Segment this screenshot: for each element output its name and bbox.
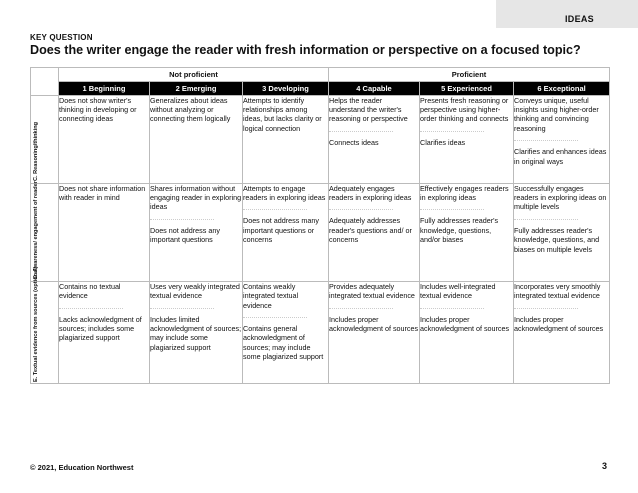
- row-label: E. Textual evidence from sources (optional): [33, 265, 39, 382]
- page-title: Does the writer engage the reader with fresh information or perspective on a focused topic?: [30, 43, 581, 57]
- rubric-table: [30, 67, 610, 384]
- rubric-cell: [329, 183, 420, 281]
- descriptor-divider: [59, 308, 123, 309]
- descriptor-text: Contains no textual evidence: [59, 281, 121, 301]
- group-proficient: Proficient: [329, 68, 610, 82]
- descriptor-text-secondary: Connects ideas: [329, 137, 379, 147]
- descriptor-text: Presents fresh reasoning or perspective using higher-order thinking and connects: [420, 95, 509, 124]
- descriptor-divider: [329, 308, 393, 309]
- descriptor-text: Helps the reader understand the writer's reasoning or perspective: [329, 95, 408, 124]
- descriptor-text-secondary: Does not address any important questions: [150, 225, 220, 245]
- section-tab: [496, 0, 638, 28]
- section-tab-label: IDEAS: [564, 14, 594, 24]
- descriptor-text-secondary: Adequately addresses reader's questions and/ or concerns: [329, 216, 412, 245]
- descriptor-divider: [329, 131, 393, 132]
- descriptor-text: Incorporates very smoothly integrated textual evidence: [514, 281, 601, 301]
- rubric-cell: [514, 281, 610, 383]
- descriptor-text: Conveys unique, useful insights using higher-order thinking and convincing reasoning: [514, 95, 599, 133]
- descriptor-text-secondary: Includes proper acknowledgment of sources: [514, 314, 604, 333]
- descriptor-text-secondary: Contains general acknowledgment of sources; may include some plagiarized support: [243, 323, 324, 362]
- descriptor-divider: [420, 308, 484, 309]
- descriptor-text-secondary: Includes limited acknowledgment of sources; may include some plagiarized support: [150, 314, 242, 352]
- rubric-row: [31, 281, 610, 383]
- descriptor-text: Attempts to engage readers in exploring ideas: [243, 183, 326, 202]
- row-label-cell: [31, 95, 59, 183]
- descriptor-text-secondary: Includes proper acknowledgment of sources: [329, 314, 419, 333]
- descriptor-text: Provides adequately integrated textual evidence: [329, 281, 415, 301]
- descriptor-text: Attempts to identify relationships among ideas, but lacks clarity or logical connection: [243, 95, 322, 133]
- rubric-cell: [420, 183, 514, 281]
- rubric-cell: [420, 95, 514, 183]
- rubric-cell: [243, 183, 329, 281]
- footer-copyright: © 2021, Education Northwest: [30, 463, 134, 472]
- descriptor-divider: [514, 308, 578, 309]
- descriptor-text: Adequately engages readers in exploring ideas: [329, 183, 412, 202]
- descriptor-text: Generalizes about ideas without analyzing or connecting them logically: [150, 95, 231, 124]
- group-header-row: [31, 68, 610, 82]
- descriptor-text-secondary: Lacks acknowledgment of sources; includes some plagiarized support: [59, 314, 142, 343]
- level-header: 2 Emerging: [150, 82, 243, 95]
- descriptor-text-secondary: Includes proper acknowledgment of sources: [420, 314, 510, 333]
- level-header: 4 Capable: [329, 82, 420, 95]
- descriptor-divider: [514, 140, 578, 141]
- descriptor-text: Shares information without engaging reader in exploring ideas: [150, 183, 242, 212]
- rubric-cell: [150, 281, 243, 383]
- rubric-cell: [329, 281, 420, 383]
- descriptor-divider: [329, 209, 393, 210]
- page-number: 3: [602, 461, 608, 471]
- level-header: 5 Experienced: [420, 82, 514, 95]
- level-header: 1 Beginning: [59, 82, 150, 95]
- descriptor-text: Does not show writer's thinking in developing or connecting ideas: [59, 95, 137, 124]
- row-label: D. Awareness/ engagement of reader: [33, 181, 39, 280]
- descriptor-text: Effectively engages readers in exploring ideas: [420, 183, 509, 202]
- descriptor-divider: [514, 219, 578, 220]
- descriptor-divider: [420, 131, 484, 132]
- group-not-proficient: Not proficient: [59, 68, 329, 82]
- descriptor-divider: [150, 308, 214, 309]
- descriptor-text: Uses very weakly integrated textual evidence: [150, 281, 240, 301]
- descriptor-divider: [243, 317, 307, 318]
- key-question-label: KEY QUESTION: [30, 33, 93, 42]
- descriptor-text: Includes well-integrated textual evidence: [420, 281, 496, 301]
- descriptor-text: Contains weakly integrated textual evidence: [243, 281, 299, 310]
- descriptor-text-secondary: Fully addresses reader's knowledge, questions, and biases on multiple levels: [514, 225, 600, 254]
- rubric-cell: [243, 281, 329, 383]
- descriptor-text-secondary: Does not address many important questions or concerns: [243, 216, 319, 245]
- rubric-cell: [150, 95, 243, 183]
- descriptor-text: Successfully engages readers in exploring ideas on multiple levels: [514, 183, 607, 212]
- descriptor-text-secondary: Clarifies ideas: [420, 137, 466, 147]
- descriptor-divider: [243, 209, 307, 210]
- rubric-row: [31, 95, 610, 183]
- descriptor-divider: [420, 209, 484, 210]
- descriptor-text-secondary: Clarifies and enhances ideas in original ways: [514, 147, 607, 166]
- rubric-row: [31, 183, 610, 281]
- rubric-cell: [420, 281, 514, 383]
- row-label-cell: [31, 265, 59, 383]
- row-label: C. Reasoning/thinking: [33, 122, 39, 182]
- rubric-cell: [514, 183, 610, 281]
- descriptor-divider: [150, 219, 214, 220]
- rubric-cell: [150, 183, 243, 281]
- rubric-cell: [59, 281, 150, 383]
- rubric-cell: [329, 95, 420, 183]
- rubric-cell: [514, 95, 610, 183]
- rubric-cell: [59, 95, 150, 183]
- descriptor-text: Does not share information with reader in mind: [59, 183, 146, 202]
- rubric-cell: [243, 95, 329, 183]
- level-header: 3 Developing: [243, 82, 329, 95]
- rubric-cell: [59, 183, 150, 281]
- level-header-row: [31, 82, 610, 95]
- level-header: 6 Exceptional: [514, 82, 610, 95]
- descriptor-text-secondary: Fully addresses reader's knowledge, questions, and/or biases: [420, 216, 499, 245]
